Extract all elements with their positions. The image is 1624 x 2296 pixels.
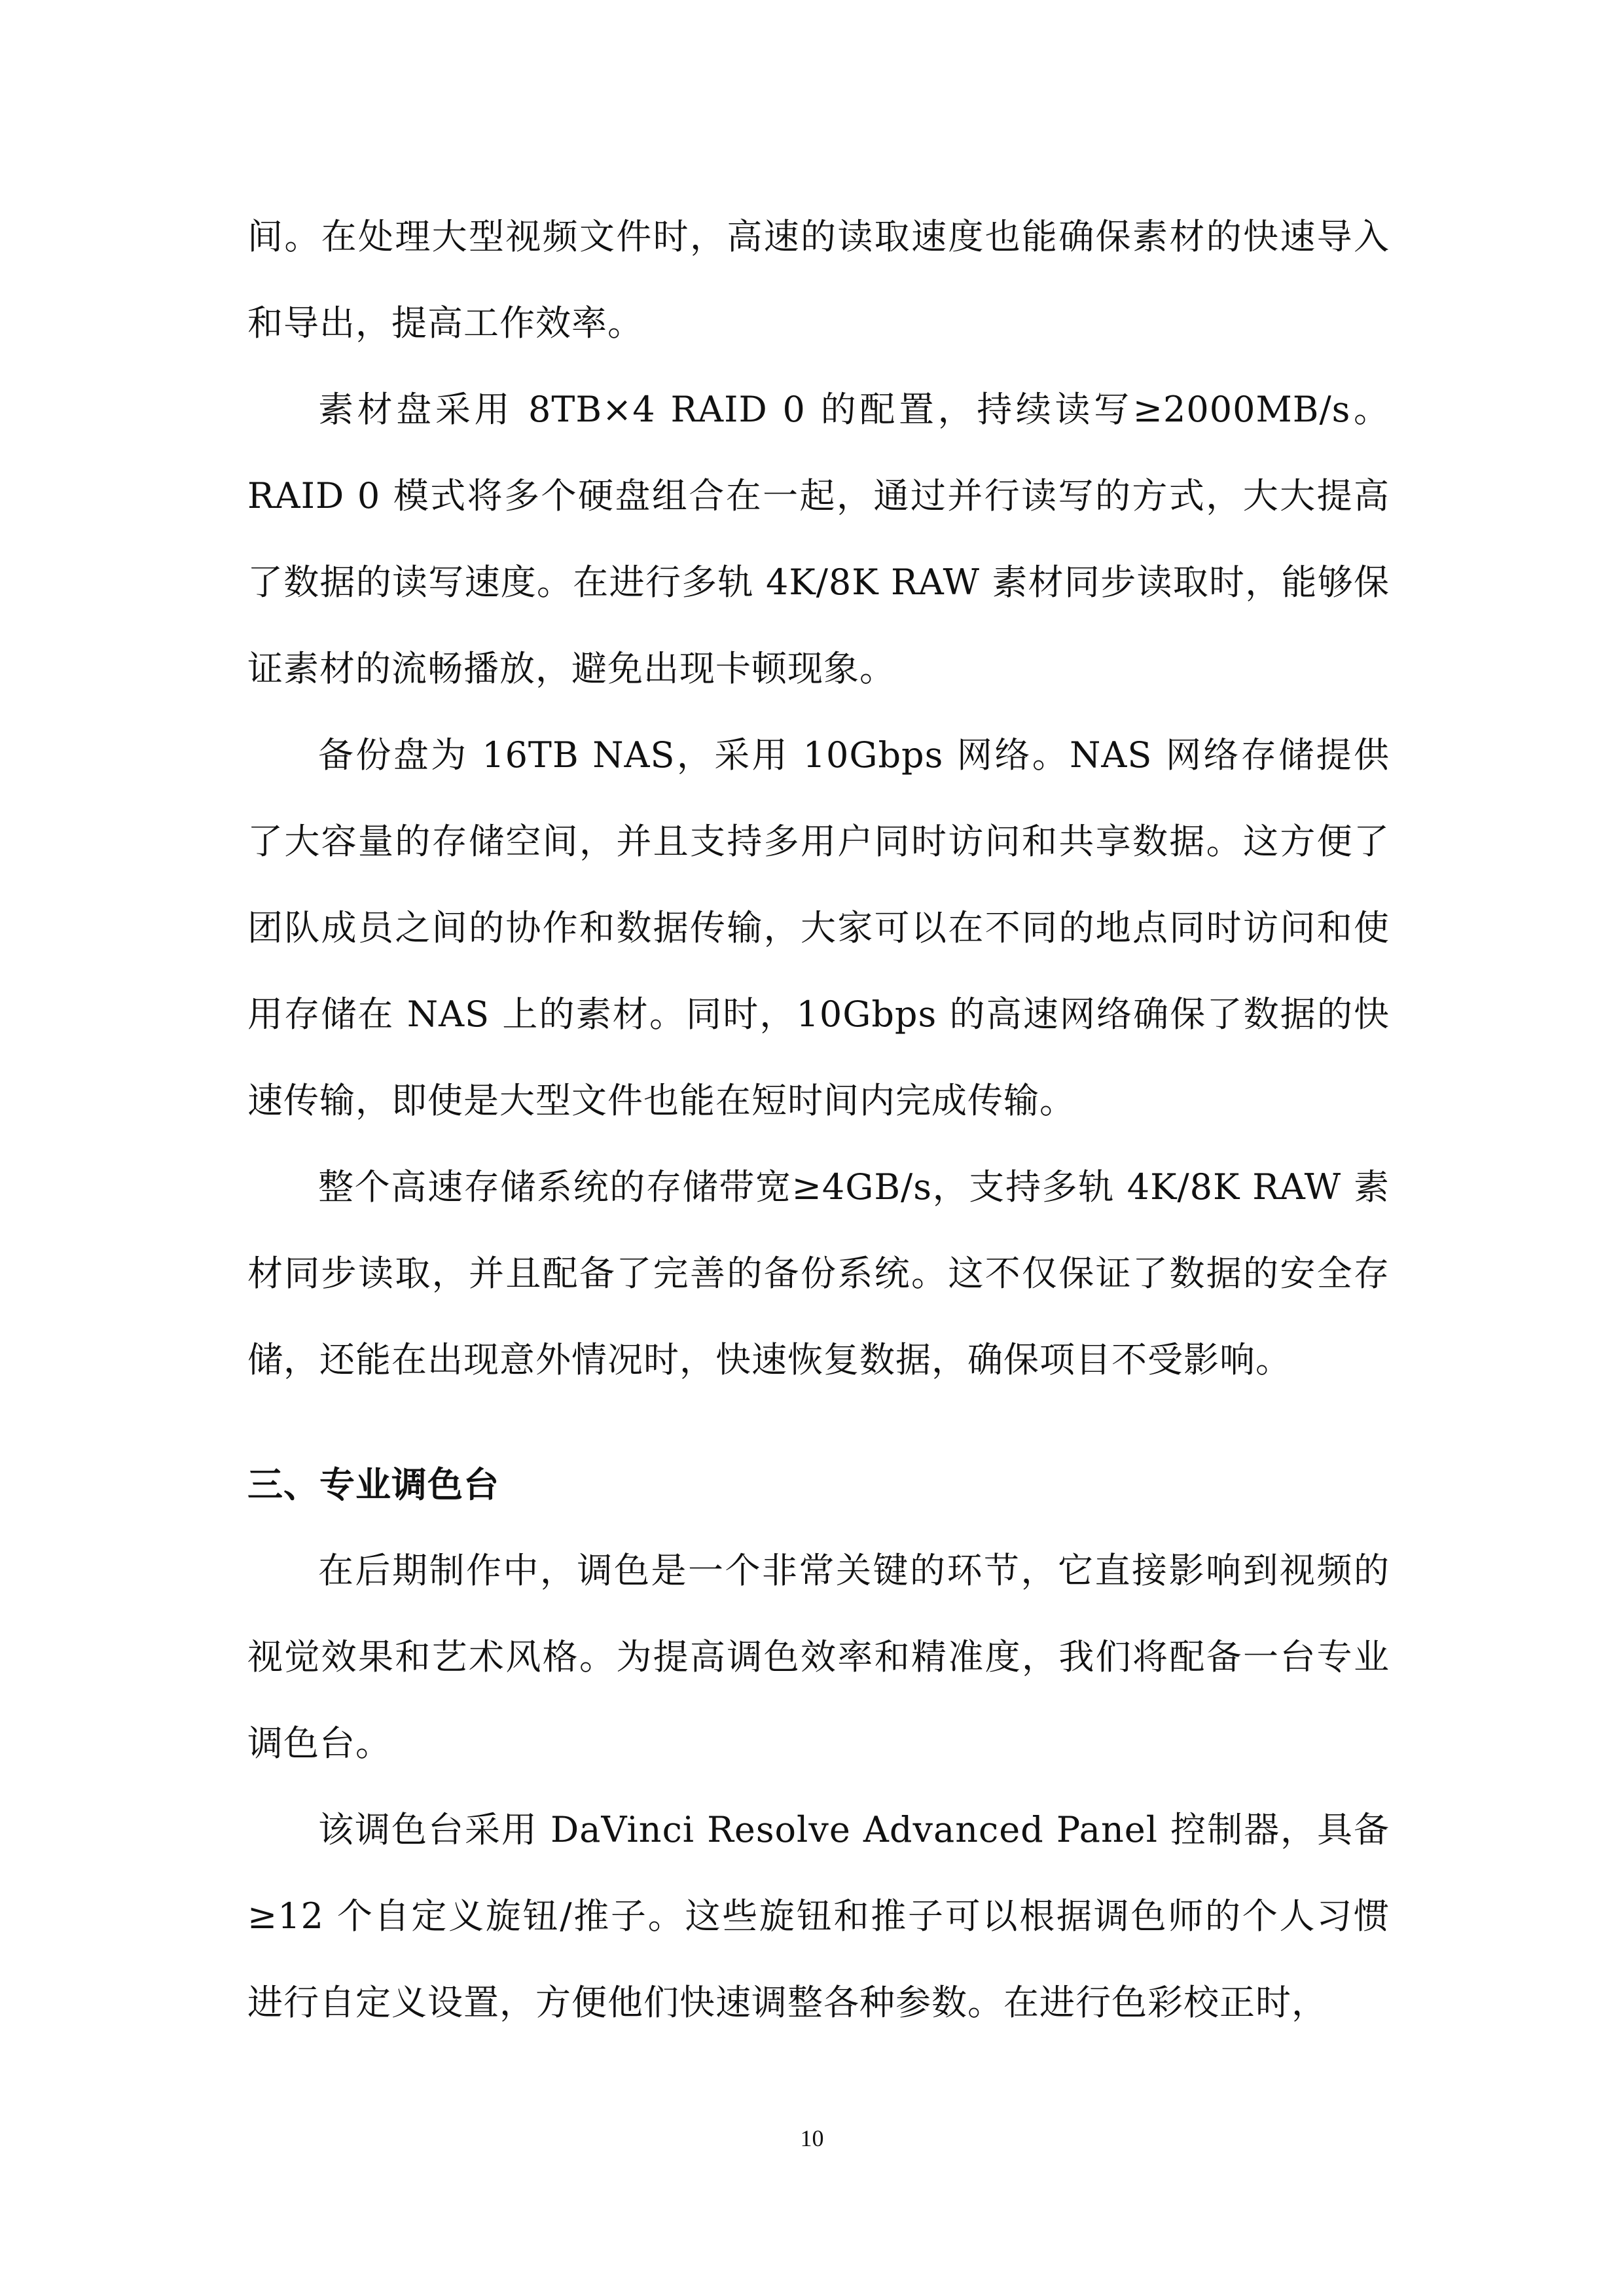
paragraph-continuation: 间。在处理大型视频文件时，高速的读取速度也能确保素材的快速导入和导出，提高工作效率。 <box>247 216 1390 344</box>
paragraph-grading-panel: 该调色台采用 DaVinci Resolve Advanced Panel 控制器，具备≥12 个自定义旋钮/推子。这些旋钮和推子可以根据调色师的个人习惯进行自定义设置，方便他们快速调整各种参数。在进行色彩校正时， <box>247 1809 1390 2023</box>
paragraph-grading-intro: 在后期制作中，调色是一个非常关键的环节，它直接影响到视频的视觉效果和艺术风格。为提高调色效率和精准度，我们将配备一台专业调色台。 <box>247 1550 1390 1764</box>
paragraph-material-disk: 素材盘采用 8TB×4 RAID 0 的配置，持续读写≥2000MB/s。RAID 0 模式将多个硬盘组合在一起，通过并行读写的方式，大大提高了数据的读写速度。在进行多轨 4K/8K RAW 素材同步读取时，能够保证素材的流畅播放，避免出现卡顿现象。 <box>247 389 1390 689</box>
page-number: 10 <box>800 2125 824 2151</box>
page-body <box>247 194 1390 2046</box>
section-heading: 三、专业调色台 <box>247 1463 499 1505</box>
paragraph-storage-system: 整个高速存储系统的存储带宽≥4GB/s，支持多轨 4K/8K RAW 素材同步读取，并且配备了完善的备份系统。这不仅保证了数据的安全存储，还能在出现意外情况时，快速恢复数据，确保项目不受影响。 <box>247 1166 1390 1380</box>
paragraph-backup-disk: 备份盘为 16TB NAS，采用 10Gbps 网络。NAS 网络存储提供了大容量的存储空间，并且支持多用户同时访问和共享数据。这方便了团队成员之间的协作和数据传输，大家可以在不同的地点同时访问和使用存储在 NAS 上的素材。同时，10Gbps 的高速网络确保了数据的快速传输，即使是大型文件也能在短时间内完成传输。 <box>247 734 1390 1121</box>
